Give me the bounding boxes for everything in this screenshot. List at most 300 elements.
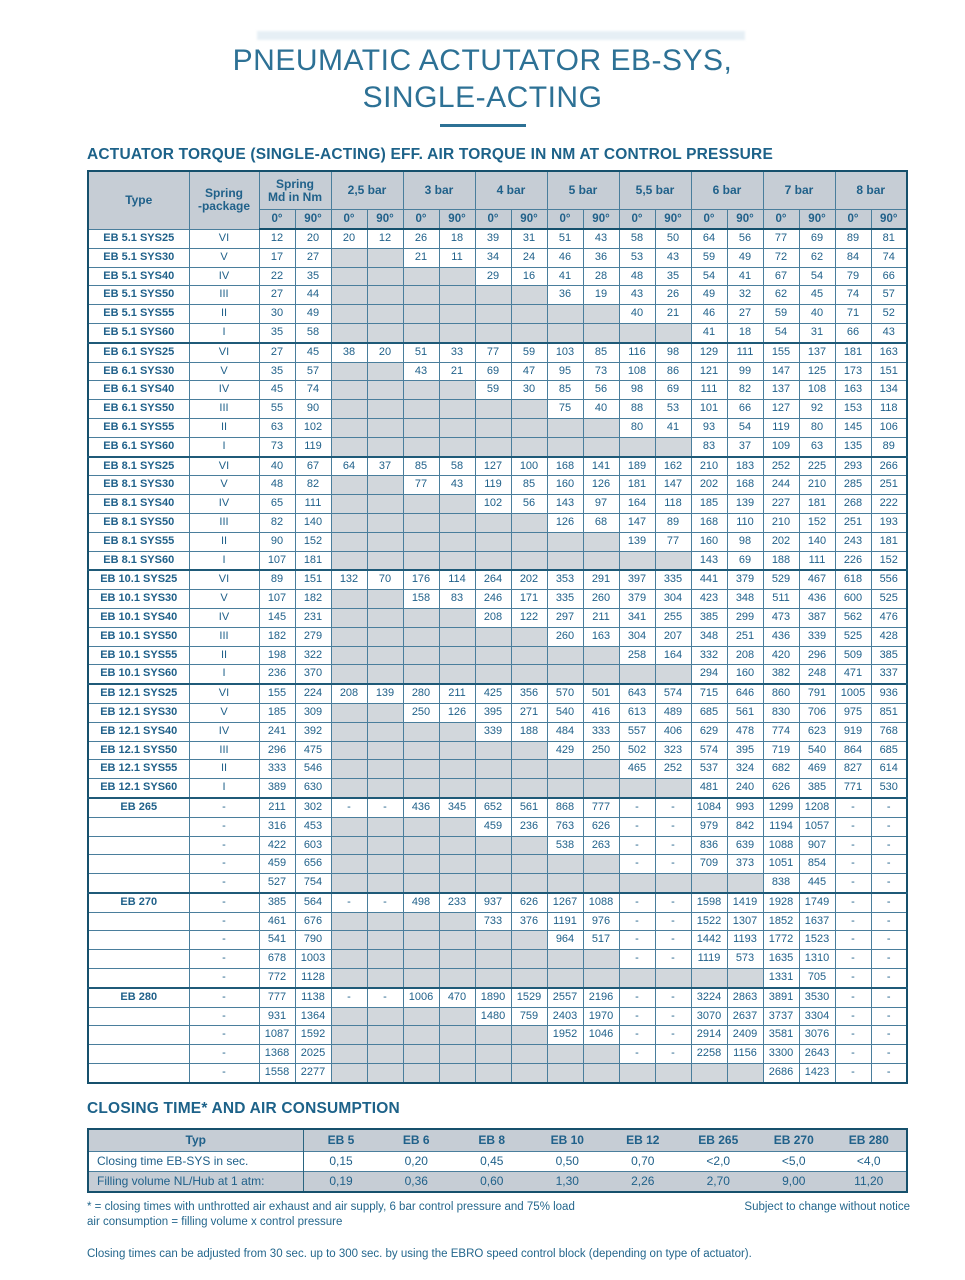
blocked-cell xyxy=(439,286,475,305)
type-cell: EB 10.1 SYS50 xyxy=(88,627,189,646)
torque-value-cell: 719 xyxy=(763,741,799,760)
torque-value-cell: 467 xyxy=(799,570,835,589)
torque-value-cell: - xyxy=(871,1045,907,1064)
torque-value-cell: 382 xyxy=(763,665,799,684)
value-cell: 0,19 xyxy=(303,1171,379,1192)
blocked-cell xyxy=(439,741,475,760)
col-header-pressure: 7 bar xyxy=(763,171,835,210)
col-header-actuator: EB 12 xyxy=(605,1129,681,1152)
torque-value-cell: 56 xyxy=(583,381,619,400)
table-row xyxy=(88,437,907,456)
blocked-cell xyxy=(511,950,547,969)
type-cell xyxy=(88,931,189,950)
torque-value-cell: 181 xyxy=(295,551,331,570)
blocked-cell xyxy=(439,950,475,969)
torque-value-cell: 777 xyxy=(583,798,619,817)
torque-value-cell: 420 xyxy=(763,646,799,665)
torque-value-cell: 56 xyxy=(727,229,763,248)
col-header-actuator: EB 8 xyxy=(454,1129,530,1152)
torque-value-cell: 774 xyxy=(763,722,799,741)
col-header-deg0: 0° xyxy=(331,210,367,230)
torque-value-cell: 3300 xyxy=(763,1045,799,1064)
torque-value-cell: 931 xyxy=(259,1007,295,1026)
torque-value-cell: 45 xyxy=(799,286,835,305)
torque-value-cell: 1970 xyxy=(583,1007,619,1026)
blocked-cell xyxy=(403,418,439,437)
torque-table-header xyxy=(88,171,907,229)
type-cell: EB 6.1 SYS60 xyxy=(88,437,189,456)
blocked-cell xyxy=(367,950,403,969)
blocked-cell xyxy=(619,437,655,456)
torque-value-cell: 158 xyxy=(403,590,439,609)
blocked-cell xyxy=(511,931,547,950)
torque-value-cell: - xyxy=(871,836,907,855)
torque-value-cell: 541 xyxy=(259,931,295,950)
spring-package-cell: III xyxy=(189,741,259,760)
torque-value-cell: 540 xyxy=(799,741,835,760)
blocked-cell xyxy=(475,760,511,779)
blocked-cell xyxy=(331,912,367,931)
torque-value-cell: 79 xyxy=(835,267,871,286)
spring-package-cell: IV xyxy=(189,267,259,286)
torque-value-cell: 345 xyxy=(439,798,475,817)
closing-table-body xyxy=(88,1151,907,1192)
blocked-cell xyxy=(331,779,367,798)
torque-value-cell: - xyxy=(835,988,871,1007)
table-row xyxy=(88,703,907,722)
type-cell xyxy=(88,912,189,931)
torque-value-cell: 107 xyxy=(259,590,295,609)
torque-value-cell: 231 xyxy=(295,608,331,627)
blocked-cell xyxy=(511,646,547,665)
blocked-cell xyxy=(439,760,475,779)
torque-value-cell: 19 xyxy=(583,286,619,305)
closing-table-header xyxy=(88,1129,907,1152)
blocked-cell xyxy=(331,551,367,570)
type-cell: EB 12.1 SYS25 xyxy=(88,684,189,703)
torque-value-cell: 1267 xyxy=(547,893,583,912)
table-row xyxy=(88,950,907,969)
torque-value-cell: 263 xyxy=(583,836,619,855)
blocked-cell xyxy=(331,950,367,969)
torque-value-cell: - xyxy=(871,1026,907,1045)
type-cell: EB 8.1 SYS60 xyxy=(88,551,189,570)
blocked-cell xyxy=(439,551,475,570)
blocked-cell xyxy=(511,665,547,684)
col-header-actuator: EB 10 xyxy=(530,1129,606,1152)
type-cell: EB 8.1 SYS55 xyxy=(88,532,189,551)
blocked-cell xyxy=(475,1045,511,1064)
spring-package-cell: - xyxy=(189,1064,259,1083)
blocked-cell xyxy=(475,286,511,305)
torque-value-cell: 341 xyxy=(619,608,655,627)
blocked-cell xyxy=(331,476,367,495)
torque-value-cell: 163 xyxy=(871,343,907,362)
torque-value-cell: 251 xyxy=(727,627,763,646)
blocked-cell xyxy=(475,931,511,950)
torque-value-cell: 527 xyxy=(259,874,295,893)
spring-package-cell: I xyxy=(189,665,259,684)
torque-value-cell: 652 xyxy=(475,798,511,817)
spring-package-cell: V xyxy=(189,476,259,495)
blocked-cell xyxy=(367,722,403,741)
blocked-cell xyxy=(619,1064,655,1083)
torque-value-cell: 20 xyxy=(367,343,403,362)
blocked-cell xyxy=(511,741,547,760)
spring-package-cell: VI xyxy=(189,343,259,362)
torque-value-cell: 145 xyxy=(259,608,295,627)
torque-value-cell: 854 xyxy=(799,855,835,874)
torque-value-cell: 119 xyxy=(295,437,331,456)
blocked-cell xyxy=(583,418,619,437)
blocked-cell xyxy=(727,874,763,893)
torque-value-cell: 43 xyxy=(871,323,907,342)
type-cell xyxy=(88,1064,189,1083)
blocked-cell xyxy=(475,836,511,855)
blocked-cell xyxy=(367,646,403,665)
blocked-cell xyxy=(403,741,439,760)
torque-value-cell: 103 xyxy=(547,343,583,362)
value-cell: 0,45 xyxy=(454,1151,530,1171)
blocked-cell xyxy=(367,1045,403,1064)
torque-value-cell: 1529 xyxy=(511,988,547,1007)
torque-value-cell: 95 xyxy=(547,362,583,381)
torque-value-cell: 574 xyxy=(691,741,727,760)
torque-value-cell: 509 xyxy=(835,646,871,665)
torque-value-cell: - xyxy=(871,874,907,893)
torque-value-cell: 38 xyxy=(331,343,367,362)
blocked-cell xyxy=(367,836,403,855)
torque-value-cell: 129 xyxy=(691,343,727,362)
blocked-cell xyxy=(655,437,691,456)
blocked-cell xyxy=(547,305,583,324)
torque-value-cell: 530 xyxy=(871,779,907,798)
torque-value-cell: 202 xyxy=(763,532,799,551)
spring-package-cell: V xyxy=(189,703,259,722)
torque-value-cell: 1364 xyxy=(295,1007,331,1026)
blocked-cell xyxy=(403,646,439,665)
blocked-cell xyxy=(367,760,403,779)
torque-value-cell: 573 xyxy=(727,950,763,969)
torque-value-cell: - xyxy=(871,950,907,969)
type-cell: EB 10.1 SYS55 xyxy=(88,646,189,665)
blocked-cell xyxy=(331,495,367,514)
torque-value-cell: 50 xyxy=(655,229,691,248)
torque-value-cell: 600 xyxy=(835,590,871,609)
torque-value-cell: 2277 xyxy=(295,1064,331,1083)
blocked-cell xyxy=(475,323,511,342)
torque-value-cell: 67 xyxy=(295,457,331,476)
blocked-cell xyxy=(367,590,403,609)
spring-package-cell: V xyxy=(189,590,259,609)
footnotes xyxy=(87,1200,910,1230)
torque-value-cell: 49 xyxy=(691,286,727,305)
blocked-cell xyxy=(403,627,439,646)
torque-value-cell: 139 xyxy=(367,684,403,703)
torque-value-cell: 85 xyxy=(547,381,583,400)
blocked-cell xyxy=(331,362,367,381)
torque-value-cell: 525 xyxy=(871,590,907,609)
torque-value-cell: 18 xyxy=(439,229,475,248)
torque-value-cell: 266 xyxy=(871,457,907,476)
torque-value-cell: 564 xyxy=(295,893,331,912)
torque-value-cell: 1057 xyxy=(799,817,835,836)
torque-value-cell: 473 xyxy=(763,608,799,627)
blocked-cell xyxy=(331,286,367,305)
torque-value-cell: 27 xyxy=(259,286,295,305)
blocked-cell xyxy=(403,400,439,419)
torque-value-cell: 152 xyxy=(295,532,331,551)
blocked-cell xyxy=(367,532,403,551)
torque-value-cell: - xyxy=(835,1007,871,1026)
torque-value-cell: 20 xyxy=(295,229,331,248)
torque-value-cell: 47 xyxy=(511,362,547,381)
blocked-cell xyxy=(331,513,367,532)
table-row xyxy=(88,646,907,665)
torque-value-cell: 348 xyxy=(727,590,763,609)
col-header-deg90: 90° xyxy=(727,210,763,230)
col-header-deg0: 0° xyxy=(403,210,439,230)
torque-value-cell: 501 xyxy=(583,684,619,703)
col-header-deg0: 0° xyxy=(547,210,583,230)
blocked-cell xyxy=(511,305,547,324)
blocked-cell xyxy=(331,646,367,665)
torque-value-cell: 333 xyxy=(259,760,295,779)
torque-value-cell: - xyxy=(367,893,403,912)
type-cell: EB 6.1 SYS30 xyxy=(88,362,189,381)
blocked-cell xyxy=(403,381,439,400)
torque-value-cell: 260 xyxy=(583,590,619,609)
torque-value-cell: 168 xyxy=(691,513,727,532)
blocked-cell xyxy=(367,400,403,419)
torque-value-cell: 936 xyxy=(871,684,907,703)
type-cell: EB 5.1 SYS60 xyxy=(88,323,189,342)
blocked-cell xyxy=(403,1026,439,1045)
torque-value-cell: 85 xyxy=(583,343,619,362)
blocked-cell xyxy=(403,874,439,893)
col-header-deg90: 90° xyxy=(367,210,403,230)
torque-value-cell: 17 xyxy=(259,248,295,267)
table-row xyxy=(88,627,907,646)
torque-value-cell: 397 xyxy=(619,570,655,589)
torque-value-cell: 35 xyxy=(295,267,331,286)
torque-value-cell: 227 xyxy=(763,495,799,514)
blocked-cell xyxy=(583,874,619,893)
torque-value-cell: 226 xyxy=(835,551,871,570)
torque-value-cell: 202 xyxy=(691,476,727,495)
torque-value-cell: 168 xyxy=(547,457,583,476)
blocked-cell xyxy=(511,779,547,798)
blocked-cell xyxy=(331,323,367,342)
spring-package-cell: VI xyxy=(189,457,259,476)
torque-value-cell: 58 xyxy=(439,457,475,476)
torque-value-cell: 2403 xyxy=(547,1007,583,1026)
blocked-cell xyxy=(547,665,583,684)
torque-value-cell: 21 xyxy=(655,305,691,324)
table-row xyxy=(88,608,907,627)
torque-value-cell: 3224 xyxy=(691,988,727,1007)
blocked-cell xyxy=(367,495,403,514)
blocked-cell xyxy=(367,437,403,456)
type-cell: EB 6.1 SYS40 xyxy=(88,381,189,400)
torque-value-cell: 41 xyxy=(691,323,727,342)
torque-value-cell: - xyxy=(655,988,691,1007)
torque-value-cell: 189 xyxy=(619,457,655,476)
torque-value-cell: 678 xyxy=(259,950,295,969)
torque-value-cell: 296 xyxy=(259,741,295,760)
torque-value-cell: 993 xyxy=(727,798,763,817)
torque-value-cell: 613 xyxy=(619,703,655,722)
torque-value-cell: 77 xyxy=(763,229,799,248)
torque-value-cell: 193 xyxy=(871,513,907,532)
blocked-cell xyxy=(439,267,475,286)
torque-value-cell: 55 xyxy=(259,400,295,419)
torque-value-cell: 1368 xyxy=(259,1045,295,1064)
torque-value-cell: 97 xyxy=(583,495,619,514)
torque-value-cell: 73 xyxy=(259,437,295,456)
blocked-cell xyxy=(511,836,547,855)
spring-package-cell: - xyxy=(189,874,259,893)
torque-value-cell: 333 xyxy=(583,722,619,741)
torque-value-cell: 1423 xyxy=(799,1064,835,1083)
torque-value-cell: - xyxy=(835,874,871,893)
torque-value-cell: 58 xyxy=(619,229,655,248)
type-cell: EB 8.1 SYS25 xyxy=(88,457,189,476)
table-row xyxy=(88,722,907,741)
blocked-cell xyxy=(331,1007,367,1026)
torque-value-cell: 335 xyxy=(547,590,583,609)
blocked-cell xyxy=(331,267,367,286)
blocked-cell xyxy=(475,1026,511,1045)
torque-value-cell: 416 xyxy=(583,703,619,722)
torque-value-cell: - xyxy=(871,931,907,950)
torque-value-cell: 291 xyxy=(583,570,619,589)
value-cell: 9,00 xyxy=(756,1171,832,1192)
spring-package-cell: - xyxy=(189,1045,259,1064)
torque-value-cell: 1046 xyxy=(583,1026,619,1045)
blocked-cell xyxy=(619,551,655,570)
torque-value-cell: 827 xyxy=(835,760,871,779)
torque-value-cell: 1194 xyxy=(763,817,799,836)
table-row xyxy=(88,248,907,267)
torque-value-cell: 271 xyxy=(511,703,547,722)
torque-value-cell: 176 xyxy=(403,570,439,589)
torque-value-cell: 1307 xyxy=(727,912,763,931)
torque-value-cell: 537 xyxy=(691,760,727,779)
torque-value-cell: 43 xyxy=(439,476,475,495)
blocked-cell xyxy=(475,551,511,570)
torque-value-cell: 626 xyxy=(511,893,547,912)
torque-value-cell: 561 xyxy=(511,798,547,817)
torque-value-cell: 1138 xyxy=(295,988,331,1007)
blocked-cell xyxy=(331,248,367,267)
torque-value-cell: 59 xyxy=(475,381,511,400)
blocked-cell xyxy=(583,1045,619,1064)
torque-value-cell: 62 xyxy=(799,248,835,267)
blocked-cell xyxy=(727,969,763,988)
torque-value-cell: 185 xyxy=(691,495,727,514)
spring-package-cell: - xyxy=(189,1026,259,1045)
table-row xyxy=(88,362,907,381)
spring-package-cell: IV xyxy=(189,381,259,400)
blocked-cell xyxy=(331,855,367,874)
torque-value-cell: 481 xyxy=(691,779,727,798)
torque-value-cell: 188 xyxy=(763,551,799,570)
torque-value-cell: 385 xyxy=(799,779,835,798)
torque-value-cell: 151 xyxy=(295,570,331,589)
type-cell: EB 5.1 SYS50 xyxy=(88,286,189,305)
torque-value-cell: 155 xyxy=(763,343,799,362)
torque-value-cell: 36 xyxy=(547,286,583,305)
torque-value-cell: 763 xyxy=(547,817,583,836)
table-row xyxy=(88,1045,907,1064)
torque-value-cell: 210 xyxy=(799,476,835,495)
torque-value-cell: 1637 xyxy=(799,912,835,931)
blocked-cell xyxy=(547,551,583,570)
table-row xyxy=(88,665,907,684)
spring-package-cell: - xyxy=(189,855,259,874)
torque-value-cell: 110 xyxy=(727,513,763,532)
torque-value-cell: 35 xyxy=(655,267,691,286)
torque-value-cell: 348 xyxy=(691,627,727,646)
blocked-cell xyxy=(367,931,403,950)
torque-value-cell: - xyxy=(835,893,871,912)
torque-value-cell: 919 xyxy=(835,722,871,741)
torque-value-cell: 89 xyxy=(655,513,691,532)
torque-value-cell: 75 xyxy=(547,400,583,419)
torque-value-cell: 26 xyxy=(403,229,439,248)
doc-title xyxy=(0,0,965,127)
table-row xyxy=(88,1171,907,1192)
torque-value-cell: 1087 xyxy=(259,1026,295,1045)
blocked-cell xyxy=(547,855,583,874)
torque-value-cell: 614 xyxy=(871,760,907,779)
torque-value-cell: 126 xyxy=(439,703,475,722)
blocked-cell xyxy=(547,969,583,988)
torque-value-cell: 31 xyxy=(799,323,835,342)
torque-value-cell: 57 xyxy=(871,286,907,305)
torque-value-cell: - xyxy=(835,855,871,874)
torque-value-cell: - xyxy=(619,817,655,836)
table-row xyxy=(88,836,907,855)
torque-value-cell: 43 xyxy=(403,362,439,381)
blocked-cell xyxy=(367,627,403,646)
torque-value-cell: 106 xyxy=(871,418,907,437)
blocked-cell xyxy=(547,760,583,779)
torque-value-cell: 1635 xyxy=(763,950,799,969)
torque-value-cell: 868 xyxy=(547,798,583,817)
torque-value-cell: 1480 xyxy=(475,1007,511,1026)
torque-value-cell: - xyxy=(331,893,367,912)
type-cell xyxy=(88,1045,189,1064)
value-cell: 2,70 xyxy=(681,1171,757,1192)
col-header-spring-package: Spring -package xyxy=(189,171,259,229)
blocked-cell xyxy=(331,1045,367,1064)
blocked-cell xyxy=(511,1045,547,1064)
spring-package-cell: V xyxy=(189,248,259,267)
torque-value-cell: 1128 xyxy=(295,969,331,988)
torque-value-cell: 436 xyxy=(403,798,439,817)
torque-value-cell: 838 xyxy=(763,874,799,893)
torque-value-cell: - xyxy=(655,1026,691,1045)
torque-value-cell: 89 xyxy=(259,570,295,589)
spring-package-cell: I xyxy=(189,551,259,570)
torque-value-cell: 529 xyxy=(763,570,799,589)
value-cell: 0,36 xyxy=(379,1171,455,1192)
torque-value-cell: 461 xyxy=(259,912,295,931)
table-row xyxy=(88,1026,907,1045)
torque-value-cell: 82 xyxy=(295,476,331,495)
